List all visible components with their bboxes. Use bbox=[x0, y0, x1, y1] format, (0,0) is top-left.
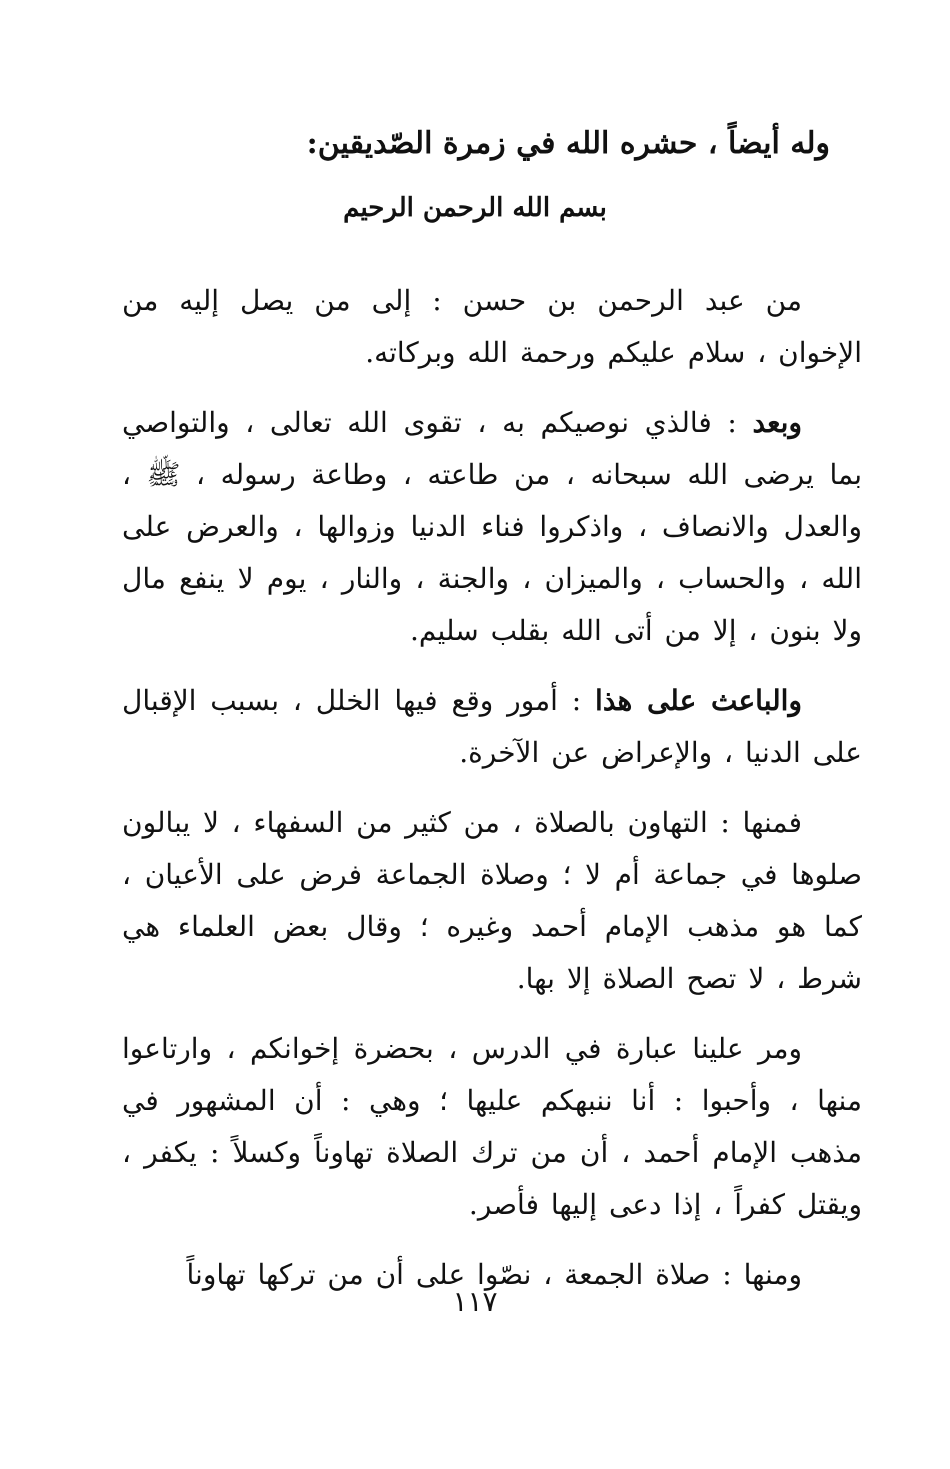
paragraph-text: من عبد الرحمن بن حسن : إلى من يصل إليه من الإخوان ، سلام عليكم ورحمة الله وبركاته. bbox=[122, 284, 862, 369]
paragraph-text: فمنها : التهاون بالصلاة ، من كثير من السفهاء ، لا يبالون صلوها في جماعة أم لا ؛ وصلاة الجماعة فرض على الأعيان ، كما هو مذهب الإمام أحمد وغيره ؛ وقال بعض العلماء هي شرط ، لا تصح الصلاة إلا بها. bbox=[122, 806, 862, 995]
paragraph-advice bbox=[122, 397, 862, 657]
paragraph-lesson bbox=[122, 1023, 862, 1231]
basmala-ornament: بسم الله الرحمن الرحيم bbox=[343, 193, 607, 223]
paragraph-motive bbox=[122, 675, 862, 779]
paragraph-lead: وبعد bbox=[752, 406, 802, 439]
body-text bbox=[122, 275, 862, 1319]
letter-heading: وله أيضاً ، حشره الله في زمرة الصّديقين: bbox=[306, 126, 830, 161]
page-number: ١١٧ bbox=[452, 1285, 498, 1318]
paragraph-text: : أمور وقع فيها الخلل ، بسبب الإقبال على الدنيا ، والإعراض عن الآخرة. bbox=[122, 684, 862, 769]
paragraph-greeting bbox=[122, 275, 862, 379]
paragraph-lead: والباعث على هذا bbox=[595, 684, 802, 717]
paragraph-text: ومنها : صلاة الجمعة ، نصّوا على أن من تركها تهاوناً bbox=[186, 1258, 802, 1291]
paragraph-text: : فالذي نوصيكم به ، تقوى الله تعالى ، والتواصي بما يرضى الله سبحانه ، من طاعته ، وطاعة رسوله ، ﷺ ، والعدل والانصاف ، واذكروا فناء الدنيا وزوالها ، والعرض على الله ، والحساب ، والميزان ، والجنة ، والنار ، يوم لا ينفع مال ولا بنون ، إلا من أتى الله بقلب سليم. bbox=[122, 406, 862, 647]
paragraph-text: ومر علينا عبارة في الدرس ، بحضرة إخوانكم ، وارتاعوا منها ، وأحبوا : أنا ننبهكم عليها ؛ وهي : أن المشهور في مذهب الإمام أحمد ، أن من ترك الصلاة تهاوناً وكسلاً : يكفر ، ويقتل كفراً ، إذا دعى إليها فأصر. bbox=[122, 1032, 862, 1221]
paragraph-prayer bbox=[122, 797, 862, 1005]
